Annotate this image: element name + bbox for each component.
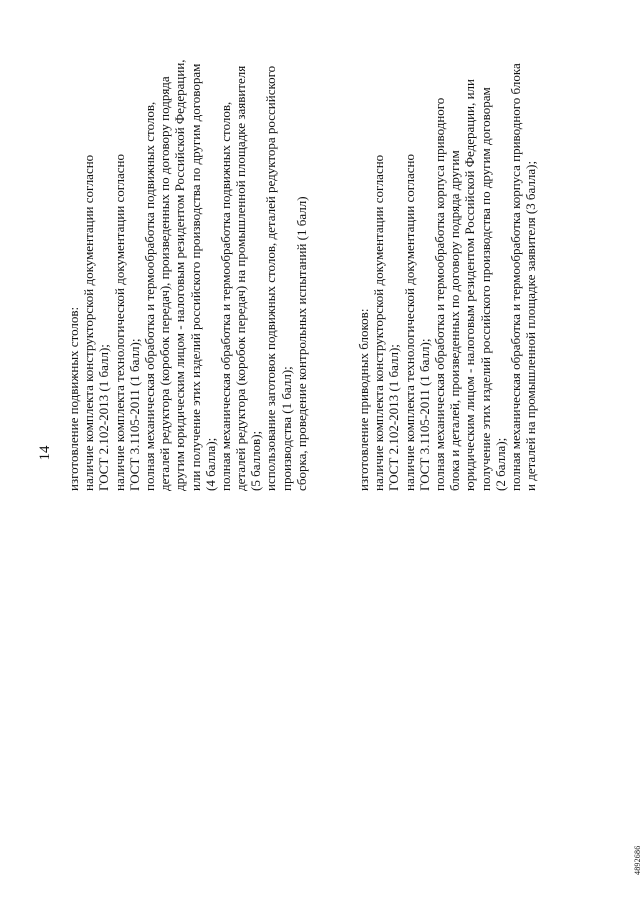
text-line: изготовление подвижных столов: bbox=[66, 306, 81, 491]
text-line: деталей редуктора (коробок передач) на промышленной площадке заявителя bbox=[233, 65, 249, 491]
text-line: наличие комплекта технологической документации согласно bbox=[111, 154, 127, 491]
text-line: ГОСТ 3.1105-2011 (1 балл); bbox=[126, 338, 142, 491]
text-line: изготовление приводных блоков: bbox=[356, 308, 371, 491]
text-line: ГОСТ 3.1105-2011 (1 балл); bbox=[416, 338, 432, 491]
text-line: и деталей на промышленной площадке заявителя (3 балла); bbox=[523, 160, 539, 491]
text-line: деталей редуктора (коробок передач), произведенных по договору подряда bbox=[157, 76, 173, 491]
text-line: использование заготовок подвижных столов, деталей редуктора российского bbox=[263, 65, 279, 491]
text-line: (4 балла); bbox=[202, 437, 218, 491]
text-line: наличие комплекта конструкторской документации согласно bbox=[81, 154, 97, 491]
text-line: наличие комплекта технологической документации согласно bbox=[401, 154, 417, 491]
text-line: полная механическая обработка и термообработка подвижных столов, bbox=[217, 101, 233, 491]
text-line: полная механическая обработка и термообработка корпуса приводного bbox=[431, 97, 447, 491]
section-movable-tables bbox=[66, 41, 309, 491]
text-line: юридическим лицом - налоговым резидентом Российской Федерации, или bbox=[462, 78, 478, 491]
text-line: или получение этих изделий российского производства по другим договорам bbox=[187, 63, 203, 491]
document-number: 4892686 bbox=[633, 845, 642, 875]
text-line: ГОСТ 2.102-2013 (1 балл); bbox=[96, 344, 112, 491]
page-number: 14 bbox=[37, 445, 53, 461]
text-line: наличие комплекта конструкторской документации согласно bbox=[371, 154, 387, 491]
section-drive-units bbox=[356, 41, 538, 491]
text-line: ГОСТ 2.102-2013 (1 балл); bbox=[386, 344, 402, 491]
rotated-page-content bbox=[30, 35, 642, 875]
text-line: (2 балла); bbox=[492, 437, 508, 491]
text-line: блока и деталей, произведенных по договору подряда другим bbox=[447, 150, 463, 491]
text-line: (5 баллов); bbox=[248, 430, 264, 491]
text-line: производства (1 балл); bbox=[278, 366, 294, 491]
text-line: полная механическая обработка и термообработка подвижных столов, bbox=[141, 101, 157, 491]
text-line: полная механическая обработка и термообработка корпуса приводного блока bbox=[507, 63, 523, 491]
text-line: получение этих изделий российского производства по другим договорам bbox=[477, 87, 493, 491]
text-line: сборка, проведение контрольных испытаний (1 балл) bbox=[293, 196, 309, 491]
text-line: другим юридическим лицом - налоговым резидентом Российской Федерации, bbox=[172, 59, 188, 491]
